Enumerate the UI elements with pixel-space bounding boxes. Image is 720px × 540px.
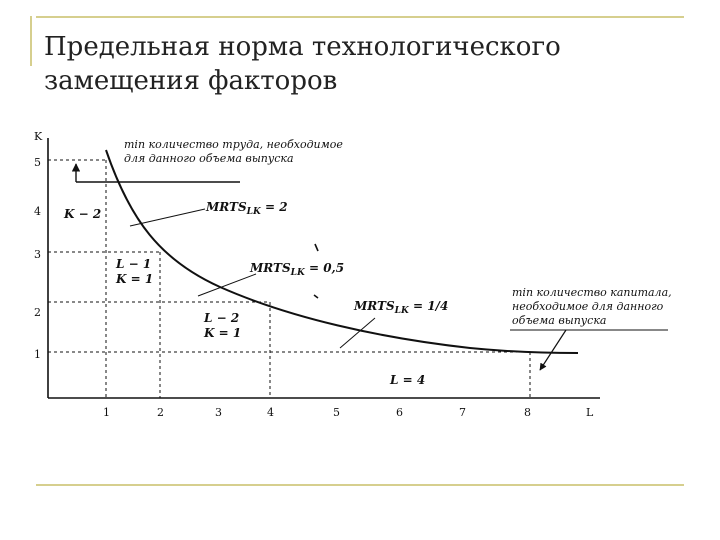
leader-mrts-2 (130, 209, 205, 226)
mrts-05-suffix: = 0,5 (304, 261, 345, 275)
mrts-05-prefix: MRTS (250, 261, 291, 275)
y-axis-label: K (34, 130, 43, 143)
y-tick-1: 1 (34, 348, 41, 361)
y-tick-3: 3 (34, 248, 41, 261)
min-capital-text-1: min количество капитала, (512, 286, 672, 299)
min-labor-text-1: min количество труда, необходимое (124, 138, 343, 151)
mrts-2-sub: LK (246, 207, 261, 217)
mrts-14-prefix: MRTS (354, 299, 395, 313)
slide-title-line-1: Предельная норма технологического (44, 32, 561, 62)
y-tick-4: 4 (34, 205, 41, 218)
mrts-2-prefix: MRTS (206, 200, 247, 214)
min-capital-arrow (540, 330, 566, 370)
min-labor-text-2: для данного объема выпуска (124, 152, 294, 165)
l2-label: L − 2 (204, 311, 240, 325)
x-tick-5: 5 (333, 406, 340, 419)
tick-mark-a (315, 244, 318, 251)
l1-label: L − 1 (116, 257, 152, 271)
x-tick-3: 3 (215, 406, 222, 419)
mrts-05-label (249, 261, 344, 278)
x-tick-7: 7 (459, 406, 466, 419)
mrts-2-suffix: = 2 (260, 200, 288, 214)
x-tick-6: 6 (396, 406, 403, 419)
delta-k-label: K − 2 (64, 207, 102, 221)
x-tick-8: 8 (524, 406, 531, 419)
tick-mark-b (314, 295, 318, 298)
l4-label: L = 4 (390, 373, 426, 387)
y-tick-2: 2 (34, 306, 41, 319)
mrts-05-sub: LK (290, 268, 305, 278)
mrts-14-sub: LK (394, 306, 409, 316)
x-tick-2: 2 (157, 406, 164, 419)
mrts-2-label (205, 200, 288, 217)
isoquant-curve (106, 150, 578, 353)
min-capital-text-3: объема выпуска (512, 314, 607, 327)
mrts-14-suffix: = 1/4 (408, 299, 449, 313)
mrts-14-label (353, 299, 448, 316)
k1a-label: K = 1 (116, 272, 154, 286)
y-tick-5: 5 (34, 156, 41, 169)
x-axis-label: L (586, 406, 594, 419)
k1b-label: K = 1 (204, 326, 242, 340)
leader-mrts-05 (198, 274, 256, 296)
x-tick-1: 1 (103, 406, 110, 419)
x-tick-4: 4 (267, 406, 274, 419)
slide-title-line-2: замещения факторов (44, 66, 338, 96)
min-capital-text-2: необходимое для данного (512, 300, 664, 313)
